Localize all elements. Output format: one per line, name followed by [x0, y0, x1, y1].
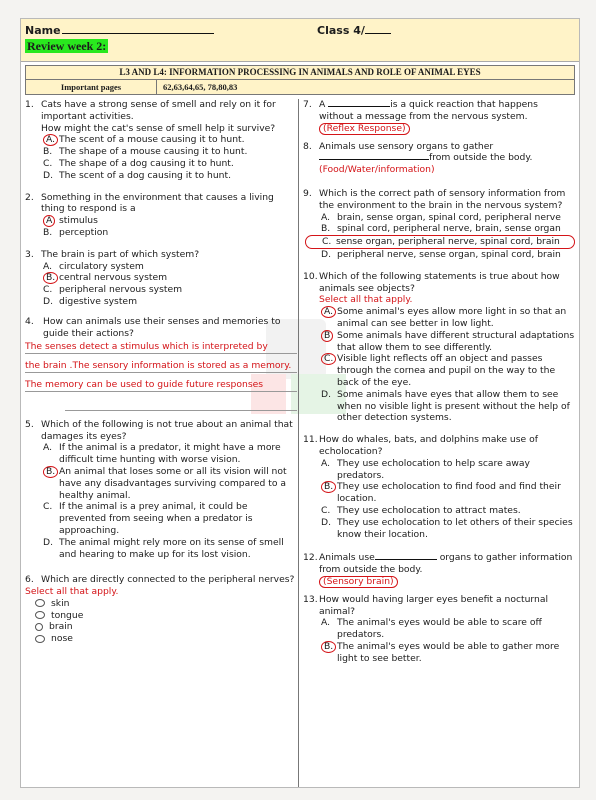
right-column: [303, 99, 575, 671]
radio-icon: [35, 611, 45, 619]
question-12: 12. Animals use organs to gather information from outside the body. (Sensory brain): [303, 552, 573, 587]
answer-food-water[interactable]: (Food/Water/information): [319, 164, 435, 176]
option-d[interactable]: D. They use echolocation to let others of their species know their location.: [321, 516, 573, 540]
review-title: Review week 2:: [27, 39, 107, 53]
question-stem: Cats have a strong sense of smell and rely on it for important activities.: [41, 99, 276, 122]
radio-icon: [35, 623, 43, 631]
answer-line-4[interactable]: [65, 402, 297, 411]
option-d[interactable]: D. The scent of a dog causing it to hunt.: [43, 169, 232, 181]
option-c[interactable]: C. sense organ, peripheral nerve, spinal cord, brain: [305, 235, 575, 249]
question-7: 7. A is a quick reaction that happens without a message from the nervous system. (Reflex Response): [303, 99, 538, 134]
question-sub: How might the cat's sense of smell help it survive?: [41, 122, 276, 134]
option-c[interactable]: C. If the animal is a prey animal, it could be prevented from seeing when a predator is approaching.: [43, 501, 253, 536]
select-all-note: Select all that apply.: [319, 294, 413, 306]
option-c[interactable]: C. The shape of a dog causing it to hunt.: [43, 157, 234, 169]
option-a[interactable]: A. The animal's eyes would be able to scare off predators.: [321, 617, 542, 641]
column-divider: [298, 99, 299, 787]
question-4: 4. How can animals use their senses and memories to guide their actions? The senses detect a stimulus which is interpreted by the brain .The sensory information is stored as a memory. The memory can be used to guide future responses: [25, 316, 297, 411]
question-2: 2. Something in the environment that causes a living thing to respond is a A stimulus B. perception: [25, 192, 297, 239]
option-a[interactable]: A. Some animal's eyes allow more light in so that an animal can see better in low light.: [319, 306, 575, 330]
option-c[interactable]: C. peripheral nervous system: [43, 284, 183, 296]
answer-reflex[interactable]: (Reflex Response): [319, 123, 410, 135]
pages-value: 62,63,64,65, 78,80,83: [156, 80, 580, 94]
option-c[interactable]: C. They use echolocation to attract mates.: [321, 504, 521, 516]
option-b[interactable]: B. The animal's eyes would be able to gather more light to see better.: [319, 641, 575, 665]
question-5: 5. Which of the following is not true about an animal that damages its eyes? A. If the animal is a predator, it might have a more difficult time hunting with worse vision. B. An animal that loses some or all its vision will not have any disadvantages surviving compared to a healthy animal. C. If the animal is a prey animal, it could be prevented from seeing when a predator is approaching. D. The animal might rely more on its sense of smell and hearing to make up for its lost vision.: [25, 419, 297, 561]
answer-sensory[interactable]: (Sensory brain): [319, 576, 398, 588]
checkbox-brain[interactable]: brain: [25, 621, 297, 633]
option-b[interactable]: B. central nervous system: [41, 272, 297, 284]
question-10: 10. Which of the following statements is true about how animals see objects? Select all that apply. A. Some animal's eyes allow more light in so that an animal can see better in low light. B Some animals have different structural adaptations that allow them to see differently. C. Visible light reflects off an object and passes through the cornea and pupil on the way to the back of the eye. D. Some animals have eyes that allow them to see when no visible light is present without the help of other detection systems.: [303, 270, 575, 424]
option-b[interactable]: B. They use echolocation to find food and find their location.: [319, 481, 575, 505]
question-13: 13. How would having larger eyes benefit a nocturnal animal? A. The animal's eyes would be able to scare off predators. B. The animal's eyes would be able to gather more light to see better.: [303, 594, 575, 665]
pages-label: Important pages: [60, 82, 122, 92]
option-d[interactable]: D. The animal might rely more on its sense of smell and hearing to make up for its lost vision.: [43, 536, 284, 560]
option-a[interactable]: A. brain, sense organ, spinal cord, peripheral nerve: [321, 211, 561, 223]
option-a[interactable]: A. If the animal is a predator, it might have a more difficult time hunting with worse vision.: [43, 442, 281, 466]
class-field: Class 4/: [317, 23, 391, 37]
question-11: 11. How do whales, bats, and dolphins make use of echolocation? A. They use echolocation to help scare away predators. B. They use echolocation to find food and find their location. C. They use echolocation to attract mates. D. They use echolocation to let others of their species know their location.: [303, 434, 575, 540]
option-d[interactable]: D. Some animals have eyes that allow them to see when no visible light is present without the help of other detection systems.: [321, 388, 570, 424]
option-a[interactable]: A stimulus: [41, 215, 297, 227]
option-c[interactable]: C. Visible light reflects off an object and passes through the cornea and pupil on the way to the back of the eye.: [319, 353, 575, 388]
option-a[interactable]: A. The scent of a mouse causing it to hunt.: [41, 134, 297, 146]
checkbox-tongue[interactable]: tongue: [25, 610, 297, 622]
answer-line-2[interactable]: the brain .The sensory information is stored as a memory.: [25, 360, 297, 373]
question-3: 3. The brain is part of which system? A. circulatory system B. central nervous system C. peripheral nervous system D. digestive system: [25, 249, 297, 308]
question-1: 1. Cats have a strong sense of smell and rely on it for important activities. How might the cat's sense of smell help it survive? A. The scent of a mouse causing it to hunt. B. The shape of a mouse causing it to hunt. C. The shape of a dog causing it to hunt. D. The scent of a dog causing it to hunt.: [25, 99, 297, 182]
option-b[interactable]: B Some animals have different structural adaptations that allow them to see differently.: [319, 330, 575, 354]
radio-icon: [35, 599, 45, 607]
option-b[interactable]: B. spinal cord, peripheral nerve, brain, sense organ: [321, 223, 561, 235]
unit-table: [25, 65, 575, 95]
option-b[interactable]: B. perception: [43, 226, 109, 238]
option-d[interactable]: D. digestive system: [43, 295, 138, 307]
option-b[interactable]: B. An animal that loses some or all its vision will not have any disadvantages surviving compared to a healthy animal.: [41, 466, 297, 501]
left-column: [25, 99, 297, 651]
option-d[interactable]: D. peripheral nerve, sense organ, spinal cord, brain: [321, 248, 561, 260]
checkbox-skin[interactable]: skin: [25, 598, 297, 610]
worksheet-page: [20, 18, 580, 788]
worksheet-header: [21, 19, 579, 62]
option-a[interactable]: A. They use echolocation to help scare away predators.: [321, 457, 530, 481]
select-all-note: Select all that apply.: [25, 586, 119, 598]
question-6: 6. Which are directly connected to the peripheral nerves? Select all that apply. skin tongue brain nose: [25, 574, 297, 645]
answer-line-3[interactable]: The memory can be used to guide future responses: [25, 379, 297, 392]
unit-title: L3 AND L4: INFORMATION PROCESSING IN ANIMALS AND ROLE OF ANIMAL EYES: [26, 66, 574, 80]
question-9: 9. Which is the correct path of sensory information from the environment to the brain in the nervous system? A. brain, sense organ, spinal cord, peripheral nerve B. spinal cord, peripheral nerve, brain, sense organ C. sense organ, peripheral nerve, spinal cord, brain D. peripheral nerve, sense organ, spinal cord, brain: [303, 188, 575, 261]
checkbox-nose[interactable]: nose: [25, 633, 297, 645]
answer-line-1[interactable]: The senses detect a stimulus which is interpreted by: [25, 341, 297, 354]
radio-icon: [35, 635, 45, 643]
question-8: 8. Animals use sensory organs to gather from outside the body. (Food/Water/information): [303, 141, 575, 176]
name-field: Name: [25, 23, 214, 37]
option-a[interactable]: A. circulatory system: [43, 260, 144, 272]
option-b[interactable]: B. The shape of a mouse causing it to hunt.: [43, 146, 248, 158]
